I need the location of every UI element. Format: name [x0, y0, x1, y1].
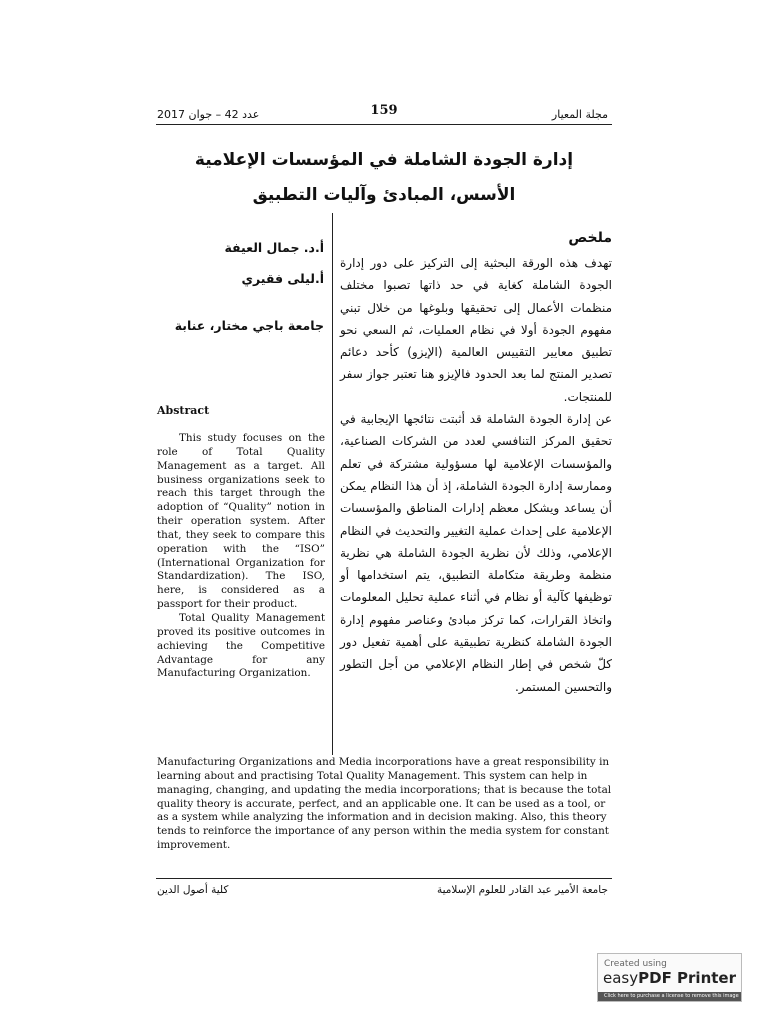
- arabic-summary: [340, 252, 612, 698]
- page-number: 159: [370, 103, 398, 118]
- abstract-column: [157, 432, 325, 681]
- author-name: أ.د. جمال العيفة: [224, 240, 324, 255]
- abstract-heading: Abstract: [157, 404, 210, 417]
- header-rule: [156, 124, 612, 125]
- author-affiliation: جامعة باجي مختار، عنابة: [174, 318, 324, 333]
- summary-heading: ملخص: [568, 230, 612, 246]
- footer-university: جامعة الأمير عبد القادر للعلوم الإسلامية: [436, 884, 608, 896]
- watermark-brand-bold: PDF Printer: [638, 969, 736, 987]
- summary-paragraph: عن إدارة الجودة الشاملة قد أثبتت نتائجها الإيجابية في تحقيق المركز التنافسي لعدد من الشركات الصناعية، والمؤسسات الإعلامية لها مسؤولية مشتركة في تعلم وممارسة إدارة الجودة الشاملة، إذ أن هذا النظام يمكن أن يساعد ويشكل معظم إدارات المناطق والمؤسسات الإعلامية على إحداث عملية التغيير والتحديث في النظام الإعلامي، وذلك لأن نظرية الجودة الشاملة هي نظرية منظمة وطريقة متكاملة التطبيق، يتم استخدامها أو توظيفها كآلية أو نظام في أثناء عملية تحليل المعلومات واتخاذ القرارات، كما تركز مبادئ وعناصر مفهوم إدارة الجودة الشاملة كنظرية تطبيقية على أهمية تفعيل دور كلّ شخص في إطار النظام الإعلامي من أجل التطور والتحسين المستمر.: [340, 412, 612, 694]
- footer-faculty: كلية أصول الدين: [157, 884, 229, 896]
- watermark-license-bar[interactable]: [598, 992, 741, 1001]
- author-name: أ.ليلى فقيري: [241, 271, 324, 286]
- abstract-paragraph: Total Quality Management proved its positive outcomes in achieving the Competitive Advantage for any Manufacturing Organization.: [157, 611, 325, 680]
- pdf-printer-watermark[interactable]: [597, 953, 742, 1002]
- watermark-brand-light: easy: [603, 969, 639, 987]
- column-divider: [332, 213, 333, 755]
- footer-rule: [156, 878, 612, 879]
- journal-name: مجلة المعيار: [551, 108, 608, 121]
- abstract-paragraph: This study focuses on the role of Total Quality Management as a target. All business organizations seek to reach this target through the adoption of “Quality” notion in their operation system. After that, they seek to compare this operation with the “ISO” (International Organization for Standardization). The ISO, here, is considered as a passport for their product.: [157, 432, 325, 611]
- issue-info: عدد 42 – جوان 2017: [157, 108, 260, 121]
- watermark-caption: Created using: [604, 959, 667, 969]
- watermark-license-link[interactable]: Click here to purchase a license to remove this image: [604, 993, 739, 999]
- abstract-continuation: Manufacturing Organizations and Media incorporations have a great responsibility in learning about and practising Total Quality Management. This system can help in managing, changing, and updating the media incorporations; that is because the total quality theory is accurate, perfect, and an applicable one. It can be used as a tool, or as a system while analyzing the information and in decision making. Also, this theory tends to reinforce the importance of any person within the media system for constant improvement.: [157, 756, 612, 852]
- article-title: إدارة الجودة الشاملة في المؤسسات الإعلامية: [194, 150, 574, 170]
- summary-paragraph: تهدف هذه الورقة البحثية إلى التركيز على دور إدارة الجودة الشاملة كغاية في حد ذاتها تصبوا مختلف منظمات الأعمال إلى تحقيقها وبلوغها من خلال تبني مفهوم الجودة أولا في نظام العمليات، ثم السعي نحو تطبيق معايير التقييس العالمية (الإيزو) كأحد دعائم تصدير المنتج لما بعد الحدود فالإيزو هنا تعتبر جواز سفر للمنتجات.: [340, 256, 612, 404]
- watermark-brand: [603, 969, 736, 987]
- article-subtitle: الأسس، المبادئ وآليات التطبيق: [252, 185, 516, 205]
